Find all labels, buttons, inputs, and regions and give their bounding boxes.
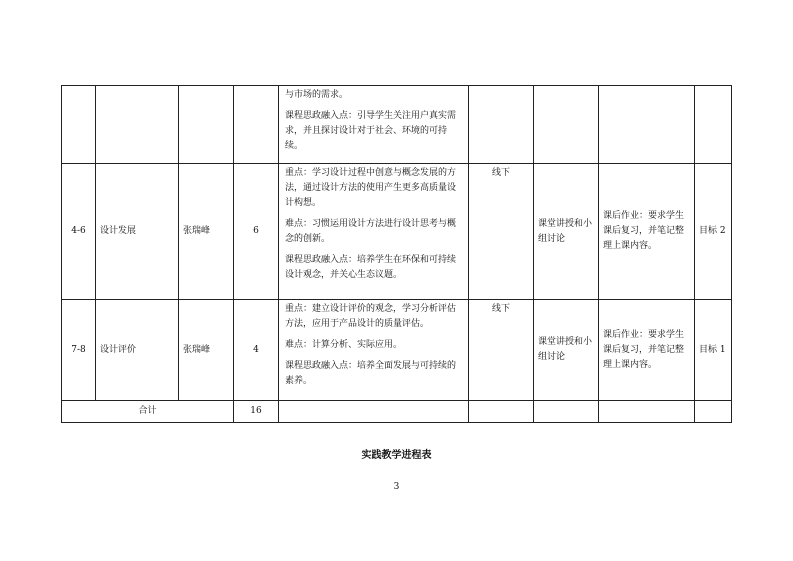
mode-cell: 线下 xyxy=(469,164,534,300)
goal-cell xyxy=(695,86,732,164)
goal-cell: 目标 1 xyxy=(695,300,732,401)
content-line: 重点：学习设计过程中创意与概念发展的方法，通过设计方法的使用产生更多高质量设计构想。 xyxy=(285,168,457,208)
hours-cell: 6 xyxy=(234,164,279,300)
week-cell xyxy=(62,86,96,164)
content-line: 课程思政融入点：引导学生关注用户真实需求，并且探讨设计对于社会、环境的可持续。 xyxy=(285,111,457,151)
homework-cell: 课后作业：要求学生课后复习，并笔记整理上课内容。 xyxy=(599,164,695,300)
empty-cell xyxy=(534,401,599,423)
topic-cell xyxy=(96,86,179,164)
table-row xyxy=(62,164,732,300)
week-cell: 7-8 xyxy=(62,300,96,401)
topic-cell: 设计评价 xyxy=(96,300,179,401)
content-line: 难点：习惯运用设计方法进行设计思考与概念的创新。 xyxy=(285,219,457,244)
table-row xyxy=(62,300,732,401)
teaching-schedule-table xyxy=(61,85,732,423)
total-hours: 16 xyxy=(234,401,279,423)
empty-cell xyxy=(599,401,695,423)
content-line: 与市场的需求。 xyxy=(285,90,349,100)
teacher-cell: 张瑞峰 xyxy=(179,300,234,401)
content-cell xyxy=(279,164,469,300)
mode-cell xyxy=(469,86,534,164)
method-cell xyxy=(534,86,599,164)
homework-cell: 课后作业：要求学生课后复习，并笔记整理上课内容。 xyxy=(599,300,695,401)
week-cell: 4-6 xyxy=(62,164,96,300)
empty-cell xyxy=(279,401,469,423)
teacher-cell: 张瑞峰 xyxy=(179,164,234,300)
topic-cell: 设计发展 xyxy=(96,164,179,300)
empty-cell xyxy=(695,401,732,423)
mode-cell: 线下 xyxy=(469,300,534,401)
homework-cell xyxy=(599,86,695,164)
content-line: 课程思政融入点：培养全面发展与可持续的素养。 xyxy=(285,361,457,386)
page-number: 3 xyxy=(393,482,400,492)
table-row xyxy=(62,86,732,164)
hours-cell: 4 xyxy=(234,300,279,401)
content-cell xyxy=(279,86,469,164)
empty-cell xyxy=(469,401,534,423)
total-label: 合计 xyxy=(62,401,234,423)
content-line: 难点：计算分析、实际应用。 xyxy=(285,340,403,350)
section-heading: 实践教学进程表 xyxy=(361,450,432,461)
method-cell: 课堂讲授和小组讨论 xyxy=(534,300,599,401)
content-cell xyxy=(279,300,469,401)
content-line: 课程思政融入点：培养学生在环保和可持续设计观念，并关心生态议题。 xyxy=(285,255,457,280)
hours-cell xyxy=(234,86,279,164)
goal-cell: 目标 2 xyxy=(695,164,732,300)
total-row xyxy=(62,401,732,423)
teacher-cell xyxy=(179,86,234,164)
content-line: 重点：建立设计评价的观念，学习分析评估方法，应用于产品设计的质量评估。 xyxy=(285,304,457,329)
method-cell: 课堂讲授和小组讨论 xyxy=(534,164,599,300)
